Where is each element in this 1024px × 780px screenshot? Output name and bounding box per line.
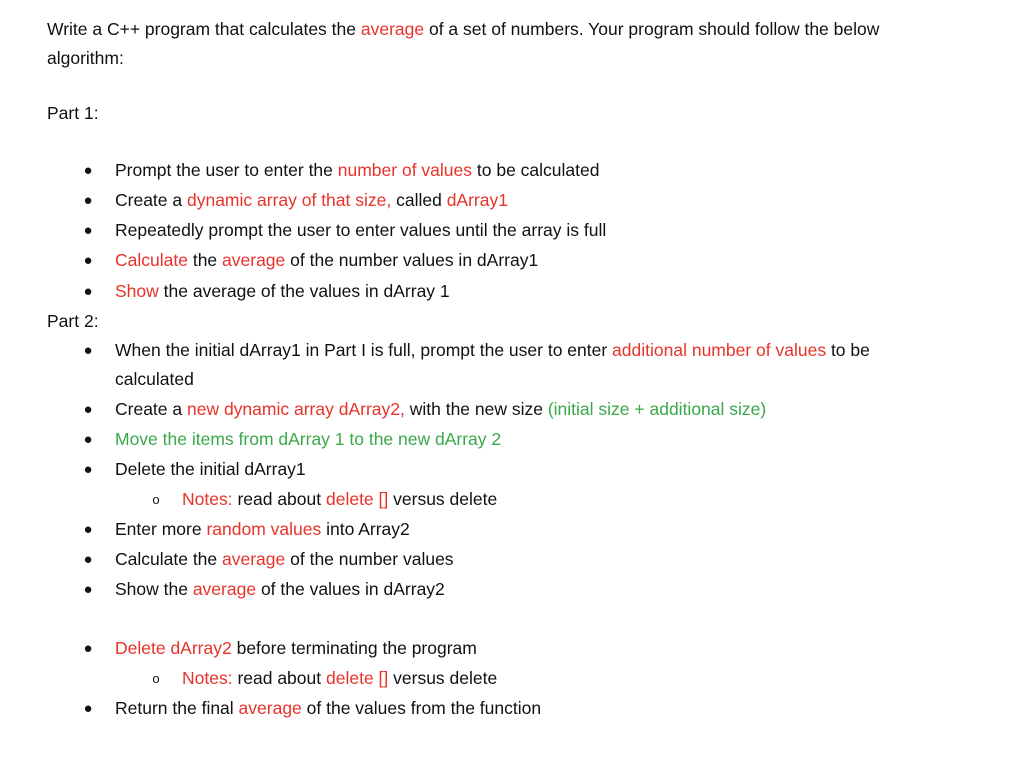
- bullet-icon: ●: [83, 162, 93, 179]
- bullet-icon: ●: [83, 401, 93, 418]
- part1-heading: Part 1:: [47, 103, 99, 123]
- bullet-icon: ●: [83, 222, 93, 239]
- bullet-icon: ●: [83, 461, 93, 478]
- intro-text: Write a C++ program that calculates the: [47, 19, 361, 39]
- hollow-bullet-icon: o: [152, 492, 160, 507]
- bullet-icon: ●: [83, 252, 93, 269]
- bullet-icon: ●: [83, 431, 93, 448]
- bullet-icon: ●: [83, 640, 93, 657]
- bullet-icon: ●: [83, 521, 93, 538]
- bullet-icon: ●: [83, 581, 93, 598]
- part2-heading: Part 2:: [47, 311, 99, 331]
- hollow-bullet-icon: o: [152, 671, 160, 686]
- intro-paragraph: [47, 15, 947, 73]
- intro-text: of a set of numbers. Your program should follow the below algorithm:: [47, 19, 880, 68]
- bullet-icon: ●: [83, 192, 93, 209]
- intro-highlight: average: [360, 19, 425, 39]
- bullet-icon: ●: [83, 551, 93, 568]
- bullet-icon: ●: [83, 700, 93, 717]
- bullet-icon: ●: [83, 283, 93, 300]
- bullet-icon: ●: [83, 342, 93, 359]
